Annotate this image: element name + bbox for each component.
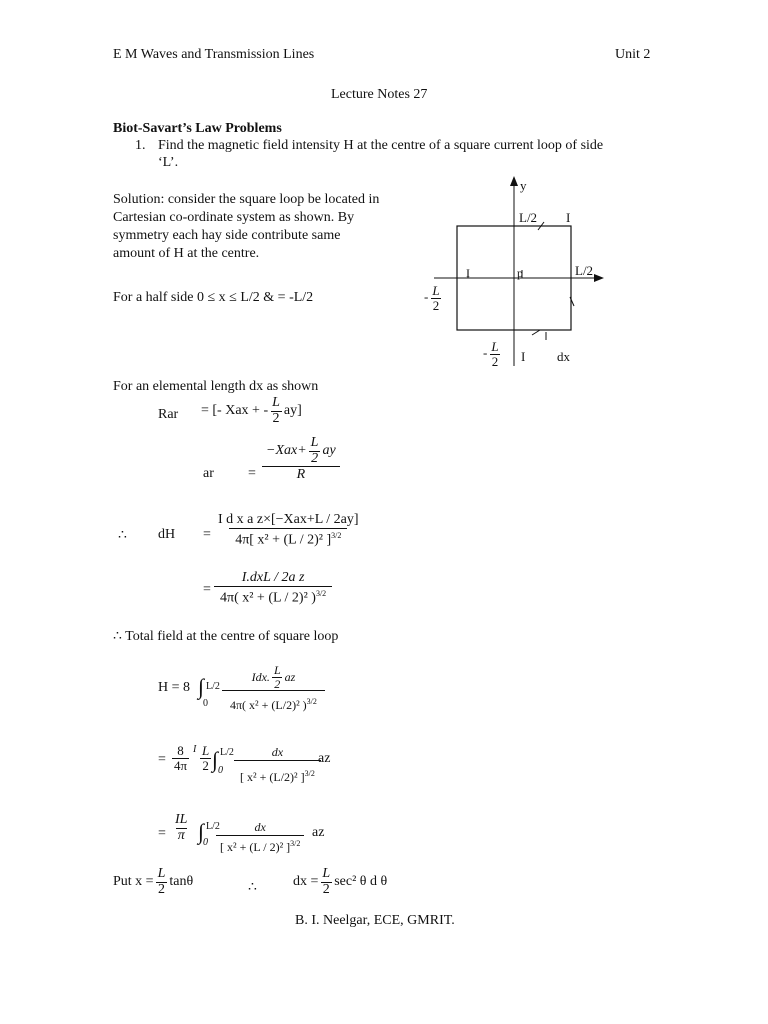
rar-rhs-post: ay] [283,403,302,419]
h3-numerator: dx [254,820,266,834]
frac-numerator: L [432,283,440,298]
footer-author: B. I. Neelgar, ECE, GMRIT. [295,913,455,928]
ar-num-pre: −Xax+ [266,443,307,459]
minus-sign: - [483,345,488,361]
h1-den-body: 4π( x² + (L/2)² ) [230,698,307,713]
frac-numerator: L [273,663,281,677]
dh1-den-body: 4π[ x² + (L / 2)² ] [235,532,332,548]
diagram-top-label: L/2 [519,210,538,225]
frac-numerator: L [272,395,280,410]
put-post: tanθ [169,874,194,890]
solution-line-3: symmetry each hay side contribute same [113,228,341,243]
diagram-left-current: I [466,266,470,280]
h2-denominator [234,760,321,785]
h3-den-body: [ x² + (L / 2)² ] [220,840,291,854]
dx-substitution [293,867,387,897]
dh-lhs: dH [158,527,176,542]
diagram-top-current: I [566,210,571,225]
therefore-symbol: ∴ [118,528,127,543]
lecture-title: Lecture Notes 27 [331,87,428,102]
dh-equals: = [203,527,211,542]
frac-numerator: L [157,866,166,881]
dh2-numerator: I.dxL / 2a z [241,570,305,585]
diagram-right-label: L/2 [575,263,594,278]
frac-denominator: π [177,827,185,843]
dh1-numerator: I d x a z×[−Xax+L / 2ay] [218,512,359,527]
dx-post: sec² θ d θ [334,874,388,890]
dh2-equals: = [203,582,211,597]
total-field-text: ∴ Total field at the centre of square loop [113,629,339,644]
h3-equals: = [158,826,166,841]
solution-line-2: Cartesian co-ordinate system as shown. By [113,210,355,225]
frac-denominator: 2 [432,297,440,313]
problem-text-line1: Find the magnetic field intensity H at the centre of a square current loop of side [158,138,604,153]
problem-text-line2: ‘L’. [158,155,179,170]
ar-equals: = [248,466,256,481]
dh2-den-exponent: 3/2 [315,589,327,598]
rar-equation [201,396,302,426]
h2-current: I [193,744,197,755]
solution-line-4: amount of H at the centre. [113,246,260,261]
ar-num-post: ay [322,443,336,459]
h2-half-length [198,744,213,772]
frac-numerator: L [202,743,210,758]
ar-numerator [262,436,340,466]
ar-denominator: R [262,466,340,483]
h2-az: az [318,751,331,766]
half-side-text: For a half side 0 ≤ x ≤ L/2 & = -L/2 [113,290,314,305]
frac-numerator: L [310,435,319,450]
dh2-denominator [214,586,332,607]
dh2-den-body: 4π( x² + (L / 2)² ) [220,590,316,606]
substitution [113,867,193,897]
diagram-bottom-position [483,340,503,368]
h3-integral-sign: ∫ [198,819,205,844]
h1-integral-sign: ∫ [198,674,205,699]
frac-numerator: 8 [177,743,184,758]
frac-numerator: IL [175,812,188,827]
h2-fraction [234,745,321,785]
therefore-symbol-2: ∴ [248,880,257,895]
frac-denominator: 2 [322,881,330,897]
dh1-denominator [229,528,347,549]
frac-numerator: L [322,866,331,881]
frac-denominator: 2 [491,353,499,369]
h3-coefficient [171,813,191,843]
dh-fraction-2 [214,570,332,607]
h1-lower-limit: 0 [203,698,208,709]
problem-number: 1. [135,138,146,153]
frac-denominator: 2 [202,757,209,773]
unit-label: Unit 2 [615,47,651,62]
h1-den-exponent: 3/2 [306,697,317,707]
elemental-text: For an elemental length dx as shown [113,379,319,394]
h-lhs: H = 8 [158,680,191,695]
ar-fraction [262,436,340,483]
frac-denominator: 2 [272,410,280,426]
minus-sign: - [424,289,429,305]
h3-denominator [216,835,304,855]
rar-lhs: Rar [158,407,179,422]
h2-den-exponent: 3/2 [304,769,315,778]
frac-denominator: 2 [274,676,281,691]
diagram-dx-label: dx [557,349,570,364]
h2-lower-limit: 0 [218,765,223,776]
dx-pre: dx = [293,874,319,890]
h2-integral-sign: ∫ [212,747,219,772]
h1-num-pre: Idx. [251,669,270,684]
diagram-left-position [424,284,444,312]
rar-rhs-pre: = [- Xax + - [201,403,269,419]
h2-numerator: dx [271,745,284,759]
dh-fraction-1 [216,512,361,549]
h2-den-body: [ x² + (L/2)² ] [240,770,305,784]
diagram-center-label: p [517,266,523,280]
put-pre: Put x = [113,874,154,890]
h1-upper-limit: L/2 [206,681,220,692]
h3-az: az [312,825,325,840]
h3-fraction [216,820,304,855]
dh1-den-exponent: 3/2 [331,531,342,540]
h2-equals: = [158,752,166,767]
section-title: Biot-Savart’s Law Problems [113,121,282,136]
diagram-y-label: y [520,178,527,193]
frac-numerator: L [491,339,499,354]
h3-lower-limit: 0 [203,837,208,848]
frac-denominator: 2 [157,881,165,897]
h3-den-exponent: 3/2 [290,839,301,848]
frac-denominator: 4π [174,757,188,773]
h1-fraction [222,664,325,713]
h1-numerator [248,664,300,690]
h2-upper-limit: L/2 [220,747,234,758]
solution-line-1: Solution: consider the square loop be located in [113,192,380,207]
h1-denominator [222,690,325,713]
course-title: E M Waves and Transmission Lines [113,47,315,62]
ar-lhs: ar [203,466,214,481]
diagram-bottom-current: I [521,349,526,364]
h3-upper-limit: L/2 [206,821,220,832]
frac-denominator: 2 [311,450,319,466]
h2-coefficient [170,744,191,772]
h1-num-post: az [284,669,296,684]
